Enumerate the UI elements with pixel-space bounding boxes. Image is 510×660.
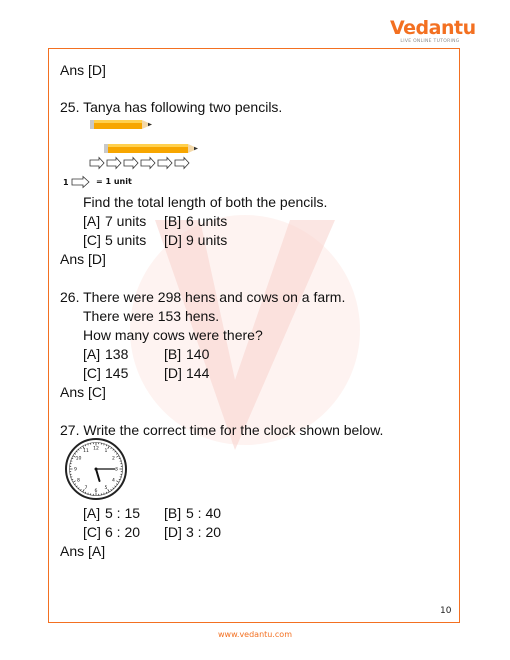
q27-option-b-value: 5 : 40 bbox=[186, 505, 222, 521]
q25-option-b-value: 6 units bbox=[186, 213, 228, 229]
q25-answer: Ans [D] bbox=[60, 251, 106, 267]
unit-arrow-icon bbox=[70, 175, 92, 189]
q26-option-a-key: [A] bbox=[83, 346, 101, 362]
pencil-icon bbox=[90, 120, 152, 129]
analog-clock-icon bbox=[64, 437, 128, 501]
unit-key-text: = 1 unit bbox=[96, 177, 132, 186]
svg-text:4: 4 bbox=[112, 478, 115, 484]
q26-option-d-value: 144 bbox=[186, 365, 210, 381]
q26-option-c-value: 145 bbox=[105, 365, 129, 381]
q25-option-a-value: 7 units bbox=[105, 213, 147, 229]
pencils-image bbox=[88, 116, 200, 158]
q26-option-c-key: [C] bbox=[83, 365, 101, 381]
brand-tagline: LIVE ONLINE TUTORING bbox=[400, 39, 460, 44]
vedantu-logo bbox=[390, 17, 476, 44]
q25-option-c-key: [C] bbox=[83, 232, 101, 248]
q25-question: 25. Tanya has following two pencils. bbox=[60, 99, 283, 115]
unit-key-number: 1 bbox=[63, 178, 69, 187]
footer-link[interactable]: www.vedantu.com bbox=[218, 630, 292, 639]
q27-option-c-value: 6 : 20 bbox=[105, 524, 141, 540]
q27-option-a-key: [A] bbox=[83, 505, 101, 521]
q26-question: 26. There were 298 hens and cows on a farm. bbox=[60, 289, 346, 305]
q24-answer: Ans [D] bbox=[60, 62, 106, 78]
svg-text:1: 1 bbox=[104, 449, 108, 454]
svg-text:12: 12 bbox=[93, 446, 99, 452]
svg-text:6: 6 bbox=[94, 489, 98, 494]
unit-arrows-row bbox=[88, 156, 198, 170]
q25-option-a-key: [A] bbox=[83, 213, 101, 229]
q25-instruction: Find the total length of both the pencils. bbox=[83, 194, 328, 210]
q25-option-c-value: 5 units bbox=[105, 232, 147, 248]
svg-text:10: 10 bbox=[75, 456, 82, 462]
q26-option-d-key: [D] bbox=[164, 365, 182, 381]
q27-answer: Ans [A] bbox=[60, 543, 106, 559]
q25-option-d-value: 9 units bbox=[186, 232, 228, 248]
q26-answer: Ans [C] bbox=[60, 384, 106, 400]
svg-text:7: 7 bbox=[84, 486, 88, 491]
svg-text:5: 5 bbox=[104, 486, 108, 491]
q25-option-b-key: [B] bbox=[164, 213, 182, 229]
q26-line-3: How many cows were there? bbox=[83, 327, 263, 343]
svg-text:2: 2 bbox=[112, 456, 115, 462]
page-number: 10 bbox=[440, 606, 452, 616]
q27-question: 27. Write the correct time for the clock shown below. bbox=[60, 422, 384, 438]
q26-option-b-value: 140 bbox=[186, 346, 210, 362]
q26-option-a-value: 138 bbox=[105, 346, 129, 362]
brand-name: Vedantu bbox=[390, 17, 476, 39]
svg-text:9: 9 bbox=[74, 467, 77, 473]
svg-text:11: 11 bbox=[83, 449, 89, 454]
q27-option-b-key: [B] bbox=[164, 505, 182, 521]
q27-option-c-key: [C] bbox=[83, 524, 101, 540]
q27-option-a-value: 5 : 15 bbox=[105, 505, 141, 521]
q27-option-d-key: [D] bbox=[164, 524, 182, 540]
svg-text:3: 3 bbox=[115, 467, 118, 473]
pencil-icon bbox=[104, 144, 198, 153]
q26-line-2: There were 153 hens. bbox=[83, 308, 220, 324]
q25-option-d-key: [D] bbox=[164, 232, 182, 248]
q27-option-d-value: 3 : 20 bbox=[186, 524, 222, 540]
q26-option-b-key: [B] bbox=[164, 346, 182, 362]
svg-text:8: 8 bbox=[77, 478, 80, 484]
